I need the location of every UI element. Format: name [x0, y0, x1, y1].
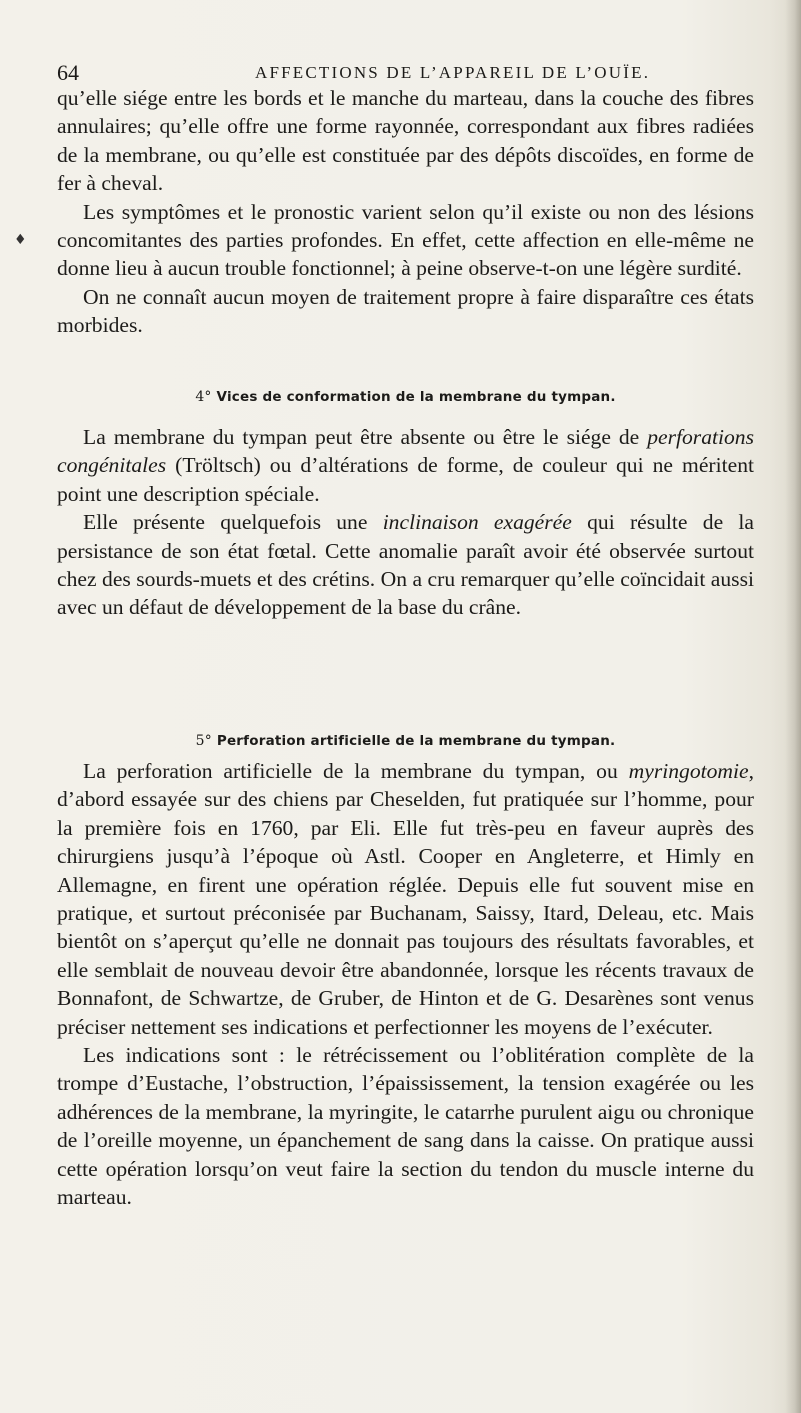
italic-term: myringotomie: [628, 759, 749, 783]
page-number: 64: [57, 60, 79, 85]
paragraph: [57, 757, 754, 1041]
paragraph: qu’elle siége entre les bords et le manche du marteau, dans la couche des fibres annulaires; qu’elle offre une forme rayonnée, correspondant aux fibres radiées de la membrane, ou qu’elle est constituée par des dépôts discoïdes, en forme de fer à cheval.: [57, 86, 754, 196]
section-5-text: [57, 757, 754, 1212]
italic-term: inclinaison exagérée: [382, 510, 572, 535]
text-run: , d’abord essayée sur des chiens par Cheselden, fut pratiquée sur l’homme, pour la première fois en 1760, par Eli. Elle fut très-peu en faveur auprès des chirurgiens jusqu’à l’époque où Astl. Cooper en Angleterre, et Himly en Allemagne, en firent une opération réglée. Depuis elle fut souvent mise en pratique, et surtout préconisée par Buchanam, Saissy, Itard, Deleau, etc. Mais bientôt on s’aperçut qu’elle ne donnait pas toujours des résultats favorables, et elle semblait de nouveau devoir être abandonnée, lorsque les récents travaux de Bonnafont, de Schwartze, de Gruber, de Hinton et de G. Desarènes sont venus préciser nettement ses indications et perfectionner les moyens de l’exécuter.: [57, 759, 754, 1039]
text-run: qui résulte de la persistance de son état fœtal. Cette anomalie paraît avoir été observée surtout chez des sourds-muets et des crétins. On a cru remarquer qu’elle coïncidait aussi avec un défaut de développement de la base du crâne.: [57, 510, 754, 620]
section-4-text: [57, 423, 754, 622]
text-run: La membrane du tympan peut être absente ou être le siége de: [83, 425, 648, 449]
page-edge-shadow: [785, 0, 801, 1413]
text-run: (Tröltsch) ou d’altérations de forme, de couleur qui ne méritent point une description spéciale.: [57, 453, 754, 506]
section-title: Vices de conformation de la membrane du tympan.: [216, 389, 616, 405]
section-number: 4°: [195, 389, 212, 405]
section-title: Perforation artificielle de la membrane du tympan.: [216, 733, 616, 749]
section-number: 5°: [195, 733, 212, 749]
section-heading-4: [57, 389, 754, 405]
paragraph: [57, 508, 754, 622]
text-run: La perforation artificielle de la membrane du tympan, ou: [83, 759, 629, 783]
running-title: AFFECTIONS DE L’APPAREIL DE L’OUÏE.: [255, 63, 651, 82]
paragraph: On ne connaît aucun moyen de traitement propre à faire disparaître ces états morbides.: [57, 284, 754, 338]
italic-term: perforations congénitales: [57, 425, 754, 478]
margin-mark: ♦: [14, 232, 27, 248]
section-heading-5: [57, 733, 754, 749]
continued-text-block: [57, 84, 754, 340]
paragraph: Les symptômes et le pronostic varient selon qu’il existe ou non des lésions concomitantes des parties profondes. En effet, cette affection en elle-même ne donne lieu à aucun trouble fonctionnel; à peine observe-t-on une légère surdité.: [57, 199, 754, 281]
text-run: Elle présente quelquefois une: [83, 510, 383, 535]
paragraph: [57, 423, 754, 508]
paragraph: Les indications sont : le rétrécissement ou l’oblitération complète de la trompe d’Eustache, l’obstruction, l’épaississement, la tension exagérée ou les adhérences de la membrane, la myringite, le catarrhe purulent aigu ou chronique de l’oreille moyenne, un épanchement de sang dans la caisse. On pratique aussi cette opération lorsqu’on veut faire la section du tendon du muscle interne du marteau.: [57, 1043, 754, 1210]
